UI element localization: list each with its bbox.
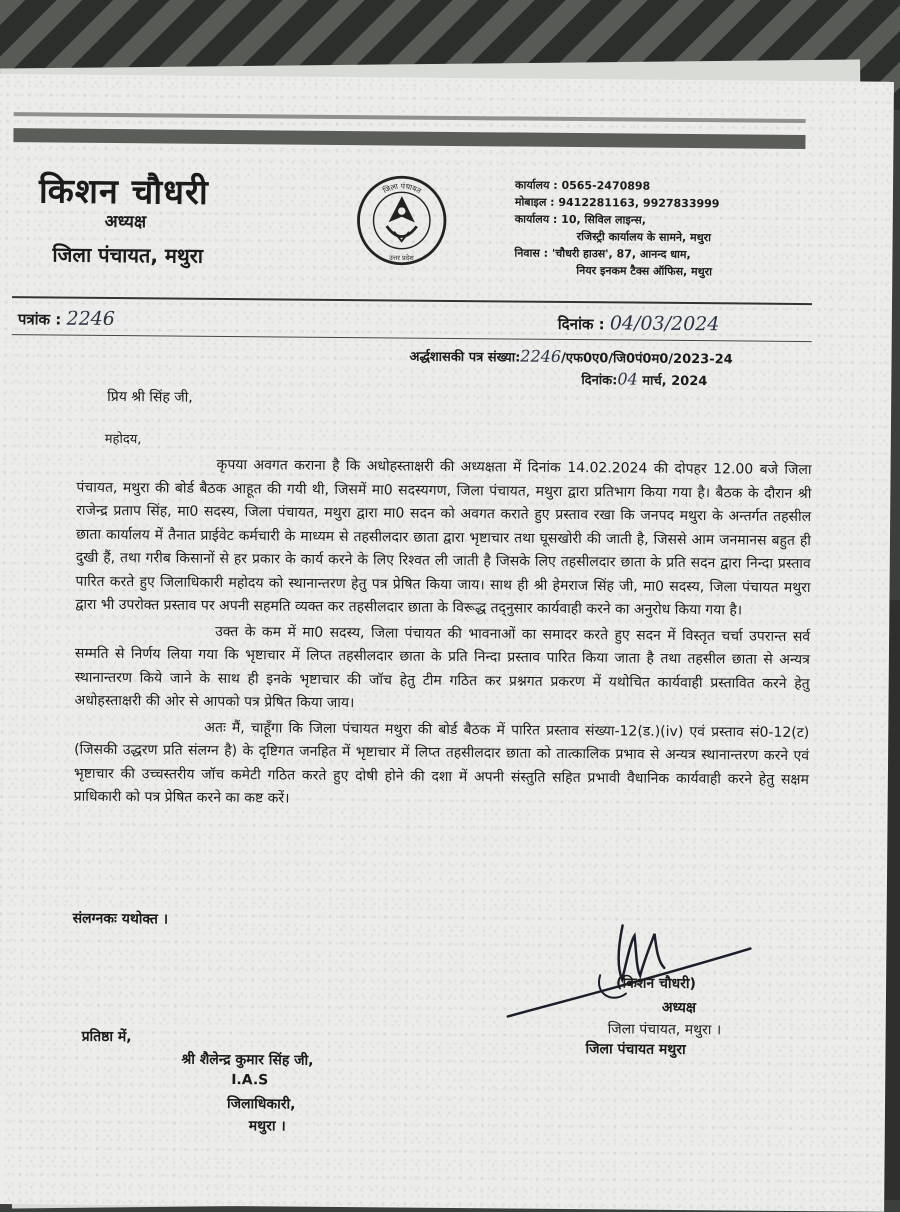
seal-text-top: जिला पंचायत (381, 181, 423, 196)
letterhead-top-rule (14, 112, 806, 123)
recipient-prefix: प्रतिष्ठा में, (81, 1028, 132, 1046)
enclosure-note: संलग्नकः यथोक्त । (72, 910, 169, 928)
patrank (18, 307, 115, 330)
letterhead-contact (514, 176, 719, 280)
signatory-org-line1: जिला पंचायत, मथुरा । (607, 1021, 722, 1039)
signatory-name: (किशन चौधरी) (616, 975, 696, 993)
dinank-label: दिनांक : (557, 314, 605, 334)
paragraph-1: कृपया अवगत कराना है कि अधोहस्ताक्षरी की अध्यक्षता में दिनांक 14.02.2024 की दोपहर 12.00 बजे जिला पंचायत, मथुरा की बोर्ड बैठक आहूत की गयी थी, जिसमें मा0 सदस्यगण, जिला पंचायत, मथुरा द्वारा प्रतिभाग किया गया है। बैठक के दौरान श्री राजेन्द्र प्रताप सिंह, मा0 सदस्य, जिला पंचायत, मथुरा द्वारा मा0 सदन को अवगत कराते हुए प्रस्ताव रखा कि जनपद मथुरा के अन्तर्गत तहसील छाता कार्यालय में तैनात प्राईवेट कर्मचारी के माध्यम से तहसीलदार छाता द्वारा भृष्टाचार तथा घूसखोरी की जाती है, जिससे आम जनमानस बहुत ही दुखी हैं, तथा गरीब किसानों से हर प्रकार के कार्य करने के लिए रिश्वत ली जाती है जिसके लिए तहसीलदार छाता के प्रति सदन द्वारा निन्दा प्रस्ताव पारित करते हुए जिलाधिकारी महोदय को स्थानान्तरण हेतु पत्र प्रेषित किया जाय। साथ ही श्री हेमराज सिंह जी, मा0 सदस्य, जिला पंचायत मथुरा द्वारा भी उपरोक्त प्रस्ताव पर अपनी सहमति व्यक्त कर तहसीलदार छाता के विरूद्ध तद्नुसार कार्यवाही करने का अनुरोध किया गया है। (75, 456, 812, 619)
paragraph-2: उक्त के कम में मा0 सदस्य, जिला पंचायत की भावनाओं का समादर करते हुए सदन में विस्तृत चर्चा उपरान्त सर्व सम्मति से निर्णय लिया गया कि भृष्टाचार में लिप्त तहसीलदार छाता के प्रति निन्दा प्रस्ताव पारित किया जाता है तथा तहसील छाता से अन्यत्र स्थानान्तरण किये जाने के साथ ही इनके भृष्टाचार की जॉच हेतु टीम गठित कर प्रश्नगत प्रकरण में यथोचित कार्यवाही प्रस्तावित करने हेतु अधोहस्ताक्षरी की ओर से आपको पत्र प्रेषित किया जाय। (74, 623, 811, 712)
mahoday: महोदय, (104, 431, 142, 448)
do-letter-prefix: अर्द्धशासकी पत्र संख्या: (409, 349, 521, 366)
reference-divider (12, 334, 812, 342)
signatory-designation: अध्यक्ष (661, 999, 697, 1017)
mobile-label: मोबाइल : (514, 195, 555, 209)
dinank (558, 312, 720, 335)
paragraph-3: अतः मैं, चाहूँगा कि जिला पंचायत मथुरा की बोर्ड बैठक में पारित प्रस्ताव संख्या-12(ड.)(iv) एवं प्रस्ताव सं0-12(ट) (जिसकी उद्धरण प्रति संलग्न है) के दृष्टिगत जनहित में भृष्टाचार में लिप्त तहसीलदार छाता को तात्कालिक प्रभाव से अन्यत्र स्थानान्तरण करने एवं भृष्टाचार की उच्चस्तरीय जॉच कमेटी गठित करते हुए दोषी होने की दशा में अपनी संस्तुति सहित प्रभावी वैधानिक कार्यवाही करने हेतु सक्षम प्राधिकारी को पत्र प्रेषित करने का कष्ट करें। (73, 719, 810, 807)
letterhead-name: किशन चौधरी (38, 171, 209, 213)
do-date-suffix: मार्च, 2024 (642, 373, 708, 390)
signature-scribble (504, 904, 755, 1026)
patrank-label: पत्रांक : (17, 310, 62, 329)
patrank-value: 2246 (66, 307, 115, 331)
mobile-number: 9412281163, 9927833999 (558, 195, 720, 211)
office-phone-label: कार्यालय : (514, 178, 558, 192)
letterhead-band (13, 128, 805, 149)
residence-label: निवास : (514, 246, 549, 260)
do-letter-suffix: /एफ0ए0/जि0पं0म0/2023-24 (560, 350, 733, 368)
do-letter-handwritten-number: 2246 (520, 346, 562, 366)
letter-body (74, 453, 812, 818)
do-date-prefix: दिनांक: (581, 373, 618, 389)
do-letter-number (409, 346, 732, 368)
office-address-line1: 10, सिविल लाइन्स, (561, 212, 646, 227)
letterhead-designation: अध्यक्ष (104, 211, 147, 233)
uttar-pradesh-seal-icon (354, 173, 449, 268)
do-date-handwritten-day: 04 (617, 369, 638, 389)
recipient-title: जिलाधिकारी, (226, 1096, 296, 1113)
recipient-place: मथुरा । (248, 1118, 286, 1135)
svg-text:जिला पंचायत (381, 181, 423, 196)
signatory-org-line2: जिला पंचायत मथुरा (585, 1041, 686, 1059)
letterhead-organization: जिला पंचायत, मथुरा (52, 242, 204, 268)
dinank-value: 04/03/2024 (609, 312, 720, 336)
seal-text-bottom: उत्तर प्रदेश (389, 253, 414, 263)
residence-line2: नियर इनकम टैक्स ऑफिस, मथुरा (576, 264, 713, 279)
recipient-service: I.A.S (231, 1072, 269, 1089)
office-address-label: कार्यालय : (514, 212, 558, 226)
header-divider (12, 296, 812, 305)
do-letter-date (581, 369, 707, 389)
residence-line1: 'चौधरी हाउस', 87, आनन्द धाम, (551, 246, 691, 262)
office-address-line2: रजिस्ट्री कार्यालय के सामने, मथुरा (576, 230, 712, 245)
recipient-name: श्री शैलेन्द्र कुमार सिंह जी, (181, 1051, 314, 1069)
office-phone: 0565-2470898 (561, 178, 651, 193)
salutation: प्रिय श्री सिंह जी, (107, 388, 193, 406)
letter-page (0, 74, 894, 1212)
